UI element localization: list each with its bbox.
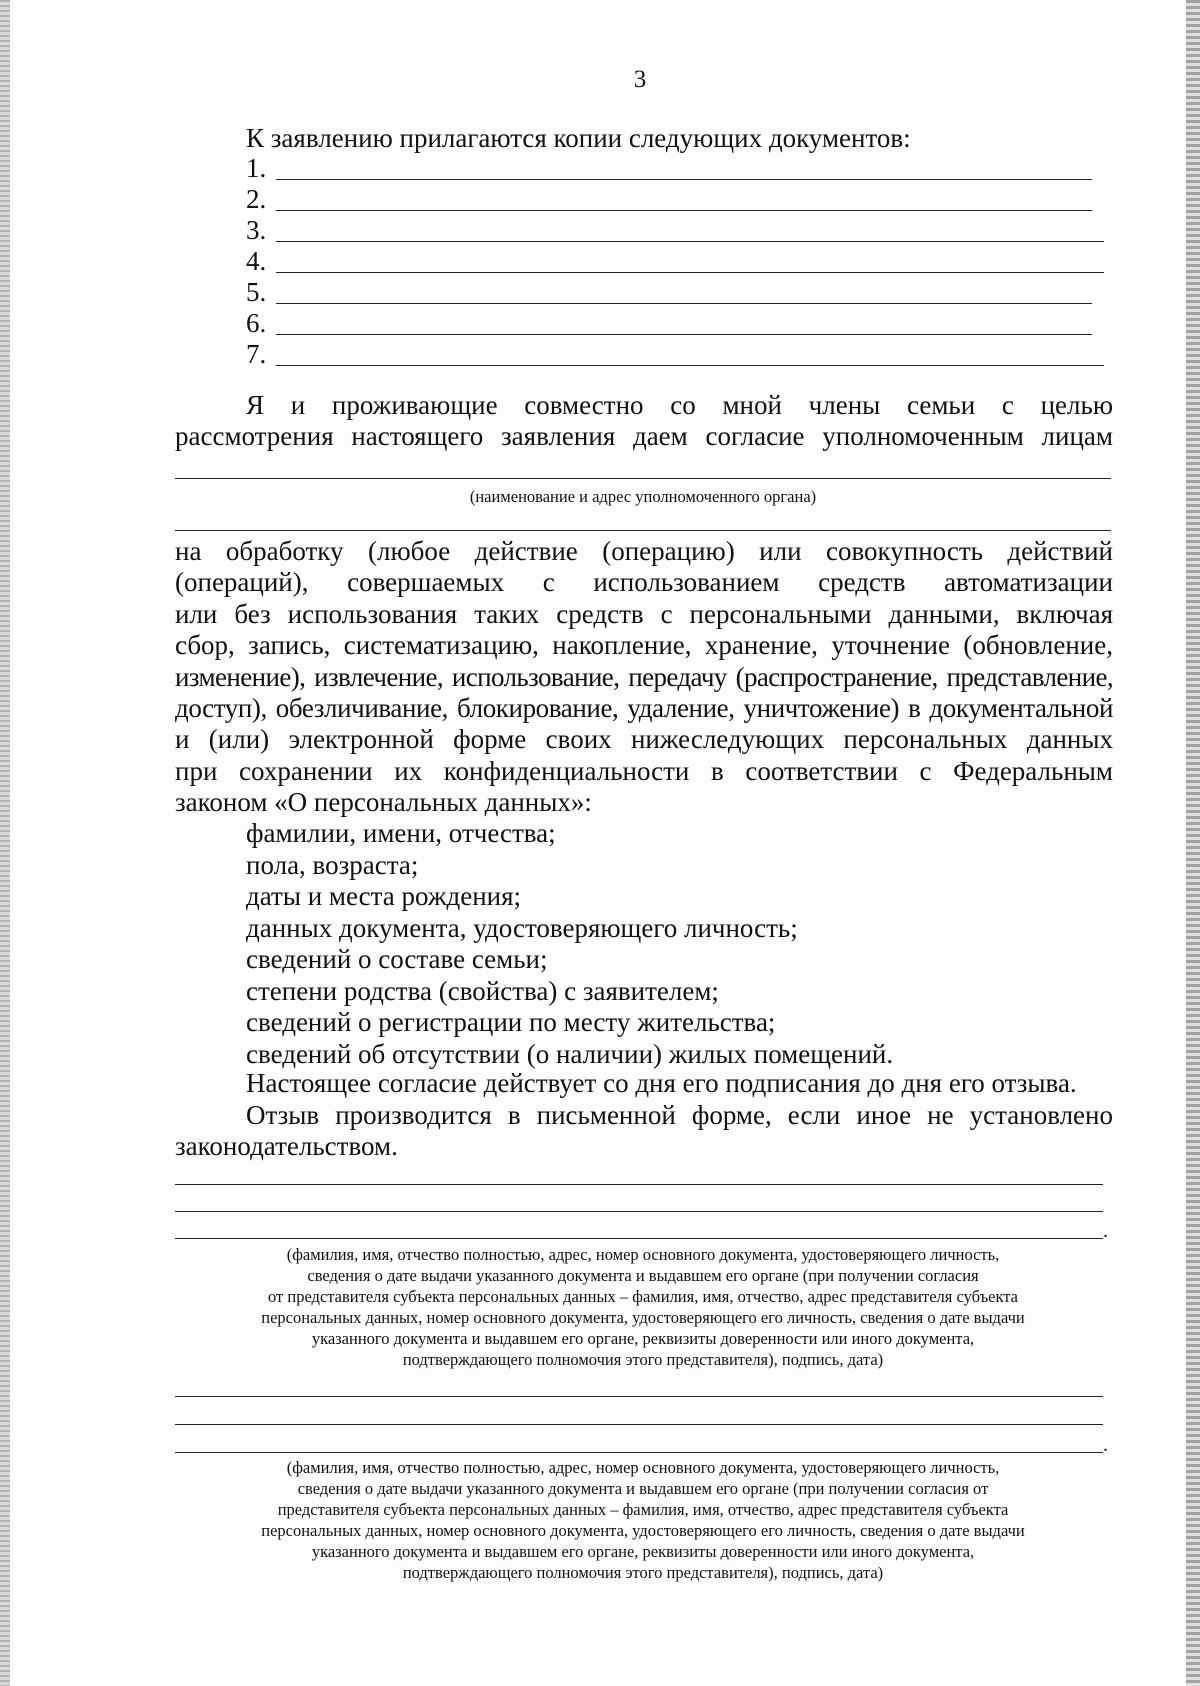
attachment-fill-line[interactable]: [276, 334, 1092, 335]
validity-section: [175, 1068, 1113, 1163]
caption-line: персональных данных, номер основного документа, удостоверяющего его личность, сведения о дате выдачи: [261, 1308, 1025, 1327]
attachment-item: [246, 184, 1104, 215]
authority-caption: (наименование и адрес уполномоченного органа): [469, 487, 817, 506]
personal-data-list: [246, 818, 893, 1070]
caption-line: персональных данных, номер основного документа, удостоверяющего его личность, сведения о дате выдачи: [261, 1521, 1025, 1540]
revocation-text: Отзыв производится в письменной форме, если иное не установлено: [246, 1099, 1113, 1130]
scan-edge-left: [0, 0, 10, 1686]
consent-intro-line: рассмотрения настоящего заявления даем согласие уполномоченным лицам: [175, 421, 1113, 451]
line-end-dot: .: [1103, 1220, 1108, 1242]
attachment-fill-line[interactable]: [276, 210, 1092, 211]
caption-line: (фамилия, имя, отчество полностью, адрес, номер основного документа, удостоверяющего личность,: [286, 1245, 1000, 1264]
attachment-number: 7.: [246, 339, 267, 369]
attachment-fill-line[interactable]: [276, 365, 1104, 366]
validity-text: Настоящее согласие действует со дня его подписания до дня его отзыва.: [246, 1068, 1077, 1098]
consent-body-line: при сохранении их конфиденциальности в соответствии с Федеральным: [175, 755, 1113, 786]
caption-line: от представителя субъекта персональных данных – фамилия, имя, отчество, адрес представителя субъекта: [268, 1287, 1018, 1306]
attachment-item: [246, 215, 1104, 246]
attachment-fill-line[interactable]: [276, 179, 1092, 180]
caption-line: указанного документа и выдавшем его органе, реквизиты доверенности или иного документа,: [311, 1329, 975, 1348]
caption-line: сведения о дате выдачи указанного документа и выдавшем его органе (при получении согласия: [307, 1266, 979, 1285]
caption-line: указанного документа и выдавшем его органе, реквизиты доверенности или иного документа,: [311, 1542, 975, 1561]
attachment-item: [246, 308, 1104, 339]
personal-data-item: степени родства (свойства) с заявителем;: [246, 975, 719, 1006]
attachment-fill-line[interactable]: [276, 241, 1104, 242]
signature-caption: [170, 1244, 1116, 1370]
personal-data-item: сведений о составе семьи;: [246, 944, 548, 974]
signature-fill-line[interactable]: [175, 1184, 1103, 1185]
caption-line: (фамилия, имя, отчество полностью, адрес, номер основного документа, удостоверяющего личность,: [286, 1458, 1000, 1477]
caption-line: подтверждающего полномочия этого представителя), подпись, дата): [402, 1563, 884, 1582]
personal-data-item: сведений о регистрации по месту жительства;: [246, 1007, 776, 1037]
consent-body-line: или без использования таких средств с персональными данными, включая: [175, 598, 1113, 629]
attachment-number: 1.: [246, 153, 267, 183]
attachment-number: 4.: [246, 246, 267, 276]
consent-body-line: и (или) электронной форме своих нижеследующих персональных данных: [175, 724, 1113, 755]
scan-edge-right: [1186, 0, 1200, 1686]
attachment-number: 3.: [246, 215, 267, 245]
personal-data-item: сведений об отсутствии (о наличии) жилых помещений.: [246, 1038, 894, 1069]
revocation-text: законодательством.: [175, 1131, 398, 1161]
consent-body-line: доступ), обезличивание, блокирование, удаление, уничтожение) в документальной: [175, 693, 1113, 724]
signature-fill-line[interactable]: [175, 1238, 1103, 1239]
consent-body-line: сбор, запись, систематизацию, накопление, хранение, уточнение (обновление,: [175, 630, 1113, 661]
personal-data-item: даты и места рождения;: [246, 881, 522, 911]
consent-body-line: законом «О персональных данных»:: [175, 787, 592, 818]
signature-fill-line[interactable]: [175, 1424, 1103, 1425]
consent-intro-line: Я и проживающие совместно со мной члены семьи с целью: [246, 390, 1113, 420]
caption-line: представителя субъекта персональных данных – фамилия, имя, отчество, адрес представителя субъекта: [277, 1500, 1009, 1519]
consent-body-line: на обработку (любое действие (операцию) или совокупность действий: [175, 536, 1113, 566]
attachment-fill-line[interactable]: [276, 303, 1092, 304]
authority-fill-line[interactable]: [175, 478, 1111, 479]
line-end-dot: .: [1103, 1434, 1108, 1456]
personal-data-item: фамилии, имени, отчества;: [246, 818, 556, 848]
attachment-item: [246, 153, 1104, 184]
personal-data-item: данных документа, удостоверяющего личность;: [246, 912, 798, 943]
signature-fill-line[interactable]: [175, 1211, 1103, 1212]
consent-intro: [175, 390, 1113, 452]
authority-fill-line[interactable]: [175, 530, 1111, 531]
caption-line: сведения о дате выдачи указанного документа и выдавшем его органе (при получении согласия от: [297, 1479, 989, 1498]
attachment-item: [246, 339, 1104, 370]
consent-body: [175, 536, 1113, 819]
attachment-number: 5.: [246, 277, 267, 307]
signature-fill-line[interactable]: [175, 1452, 1103, 1453]
attachment-number: 2.: [246, 184, 267, 214]
attachment-item: [246, 246, 1104, 277]
attachments-heading: К заявлению прилагаются копии следующих документов:: [246, 123, 911, 153]
personal-data-item: пола, возраста;: [246, 849, 419, 880]
attachment-item: [246, 277, 1104, 308]
consent-body-line: изменение), извлечение, использование, передачу (распространение, представление,: [175, 661, 1113, 692]
attachments-list: [246, 153, 1104, 370]
signature-fill-line[interactable]: [175, 1396, 1103, 1397]
attachment-number: 6.: [246, 308, 267, 338]
page-number: 3: [633, 66, 647, 93]
caption-line: подтверждающего полномочия этого представителя), подпись, дата): [402, 1350, 884, 1369]
consent-body-line: (операций), совершаемых с использованием средств автоматизации: [175, 567, 1113, 598]
signature-caption: [170, 1457, 1116, 1583]
attachment-fill-line[interactable]: [276, 272, 1104, 273]
